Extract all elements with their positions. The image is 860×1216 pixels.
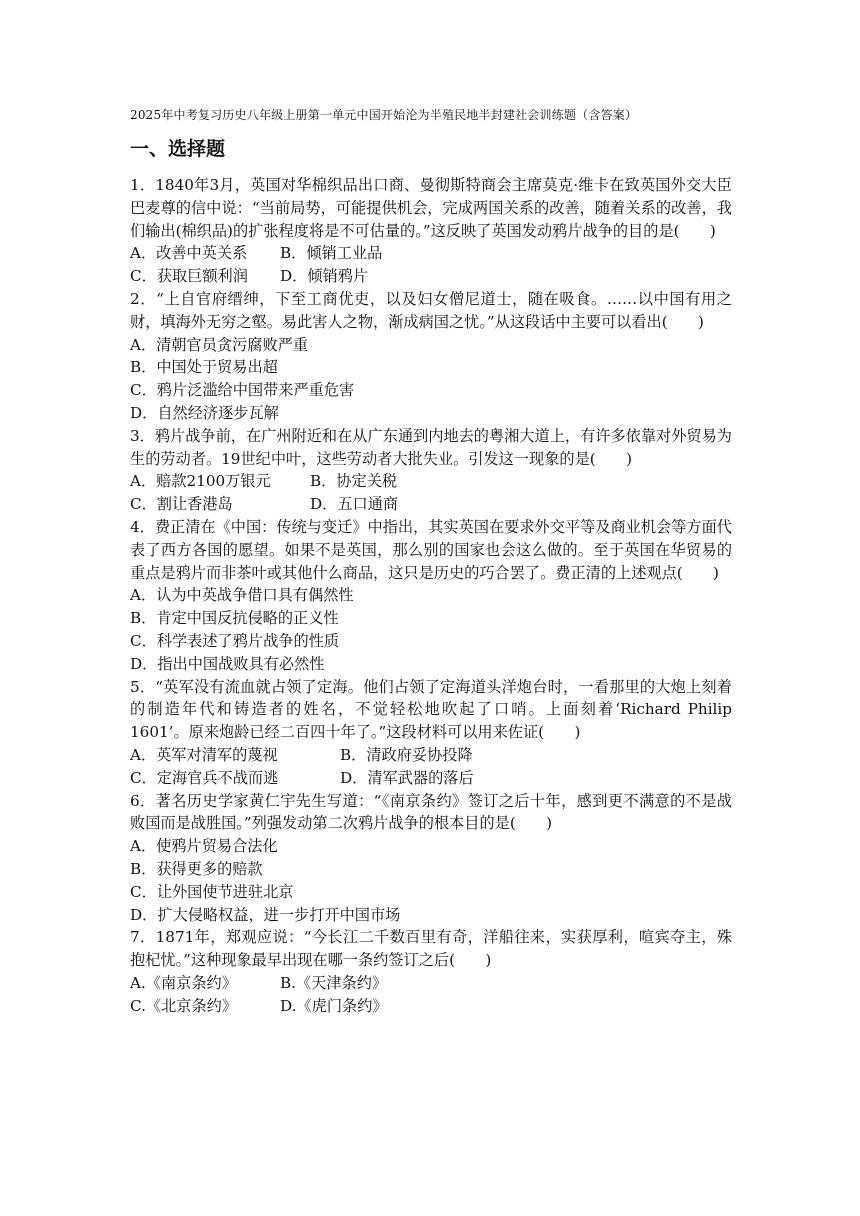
option-c: C．获取巨额利润 xyxy=(130,267,248,286)
option-b: B．获得更多的赔款 xyxy=(130,859,263,878)
option-c: C.《北京条约》 xyxy=(130,996,238,1015)
question-stem: 5．“英军没有流血就占领了定海。他们占领了定海道头洋炮台时，一看那里的大炮上刻着的制造年代和铸造者的姓名，不觉轻松地吹起了口哨。上面刻着‘Richard Philip 1601’。原来炮龄已经二百四十年了。”这段材料可以用来佐证( ) xyxy=(130,677,732,742)
question-2 xyxy=(130,288,732,425)
option-d: D．清军武器的落后 xyxy=(340,768,474,787)
option-c: C．科学表述了鸦片战争的性质 xyxy=(130,631,340,650)
question-stem: 7．1871年，郑观应说：“今长江二千数百里有奇，洋船往来，实获厚利，喧宾夺主，殊抱杞忧。”这种现象最早出现在哪一条约签订之后( ) xyxy=(130,928,732,970)
option-a: A.《南京条约》 xyxy=(130,973,237,992)
option-b: B．中国处于贸易出超 xyxy=(130,358,278,377)
document-title: 2025年中考复习历史八年级上册第一单元中国开始沦为半殖民地半封建社会训练题（含答案） xyxy=(130,108,638,122)
question-6 xyxy=(130,790,732,927)
option-a: A．认为中英战争借口具有偶然性 xyxy=(130,586,354,605)
option-a: A．使鸦片贸易合法化 xyxy=(130,837,278,856)
question-stem: 4．费正清在《中国：传统与变迁》中指出，其实英国在要求外交平等及商业机会等方面代表了西方各国的愿望。如果不是英国，那么别的国家也会这么做的。至于英国在华贸易的重点是鸦片而非茶叶或其他什么商品，这只是历史的巧合罢了。费正清的上述观点( ) xyxy=(130,517,732,582)
option-d: D．指出中国战败具有必然性 xyxy=(130,654,325,673)
option-c: C．让外国使节进驻北京 xyxy=(130,882,294,901)
option-d: D．倾销鸦片 xyxy=(280,267,369,286)
question-5 xyxy=(130,676,732,790)
option-d: D．自然经济逐步瓦解 xyxy=(130,403,279,422)
option-row xyxy=(130,767,732,790)
option-row xyxy=(130,744,732,767)
option-a: A．赔款2100万银元 xyxy=(130,472,271,491)
option-b: B．肯定中国反抗侵略的正义性 xyxy=(130,609,339,628)
question-3 xyxy=(130,425,732,516)
option-c: C．定海官兵不战而逃 xyxy=(130,768,279,787)
option-d: D．五口通商 xyxy=(310,495,399,514)
question-4 xyxy=(130,516,732,676)
option-row xyxy=(130,242,732,265)
question-stem: 2．“上自官府缙绅，下至工商优吏，以及妇女僧尼道士，随在吸食。……以中国有用之财，填海外无穷之壑。易此害人之物，渐成病国之忧。”从这段话中主要可以看出( ) xyxy=(130,289,732,331)
question-7 xyxy=(130,926,732,1017)
option-a: A．清朝官员贪污腐败严重 xyxy=(130,335,309,354)
option-d: D.《虎门条约》 xyxy=(280,996,388,1015)
option-a: A．英军对清军的蔑视 xyxy=(130,745,278,764)
option-row xyxy=(130,972,732,995)
option-row xyxy=(130,265,732,288)
option-c: C．割让香港岛 xyxy=(130,495,233,514)
option-b: B.《天津条约》 xyxy=(280,973,388,992)
question-list xyxy=(130,174,732,1017)
question-stem: 1．1840年3月，英国对华棉织品出口商、曼彻斯特商会主席莫克·维卡在致英国外交大臣巴麦尊的信中说：“当前局势，可能提供机会，完成两国关系的改善，随着关系的改善，我们输出(棉织品)的扩张程度将是不可估量的。”这反映了英国发动鸦片战争的目的是( ) xyxy=(130,176,732,240)
option-row xyxy=(130,470,732,493)
option-b: B．倾销工业品 xyxy=(280,244,383,263)
option-a: A．改善中英关系 xyxy=(130,244,248,263)
option-row xyxy=(130,995,732,1018)
option-d: D．扩大侵略权益，进一步打开中国市场 xyxy=(130,905,401,924)
option-c: C．鸦片泛滥给中国带来严重危害 xyxy=(130,381,355,400)
question-stem: 3．鸦片战争前，在广州附近和在从广东通到内地去的粤湘大道上，有许多依靠对外贸易为生的劳动者。19世纪中叶，这些劳动者大批失业。引发这一现象的是( ) xyxy=(130,426,732,468)
question-1 xyxy=(130,174,732,288)
question-stem: 6．著名历史学家黄仁宇先生写道：“《南京条约》签订之后十年，感到更不满意的不是战败国而是战胜国。”列强发动第二次鸦片战争的根本目的是( ) xyxy=(130,791,732,833)
option-b: B．协定关税 xyxy=(310,472,398,491)
section-heading: 一、选择题 xyxy=(130,138,226,160)
option-b: B．清政府妥协投降 xyxy=(340,745,473,764)
option-row xyxy=(130,493,732,516)
